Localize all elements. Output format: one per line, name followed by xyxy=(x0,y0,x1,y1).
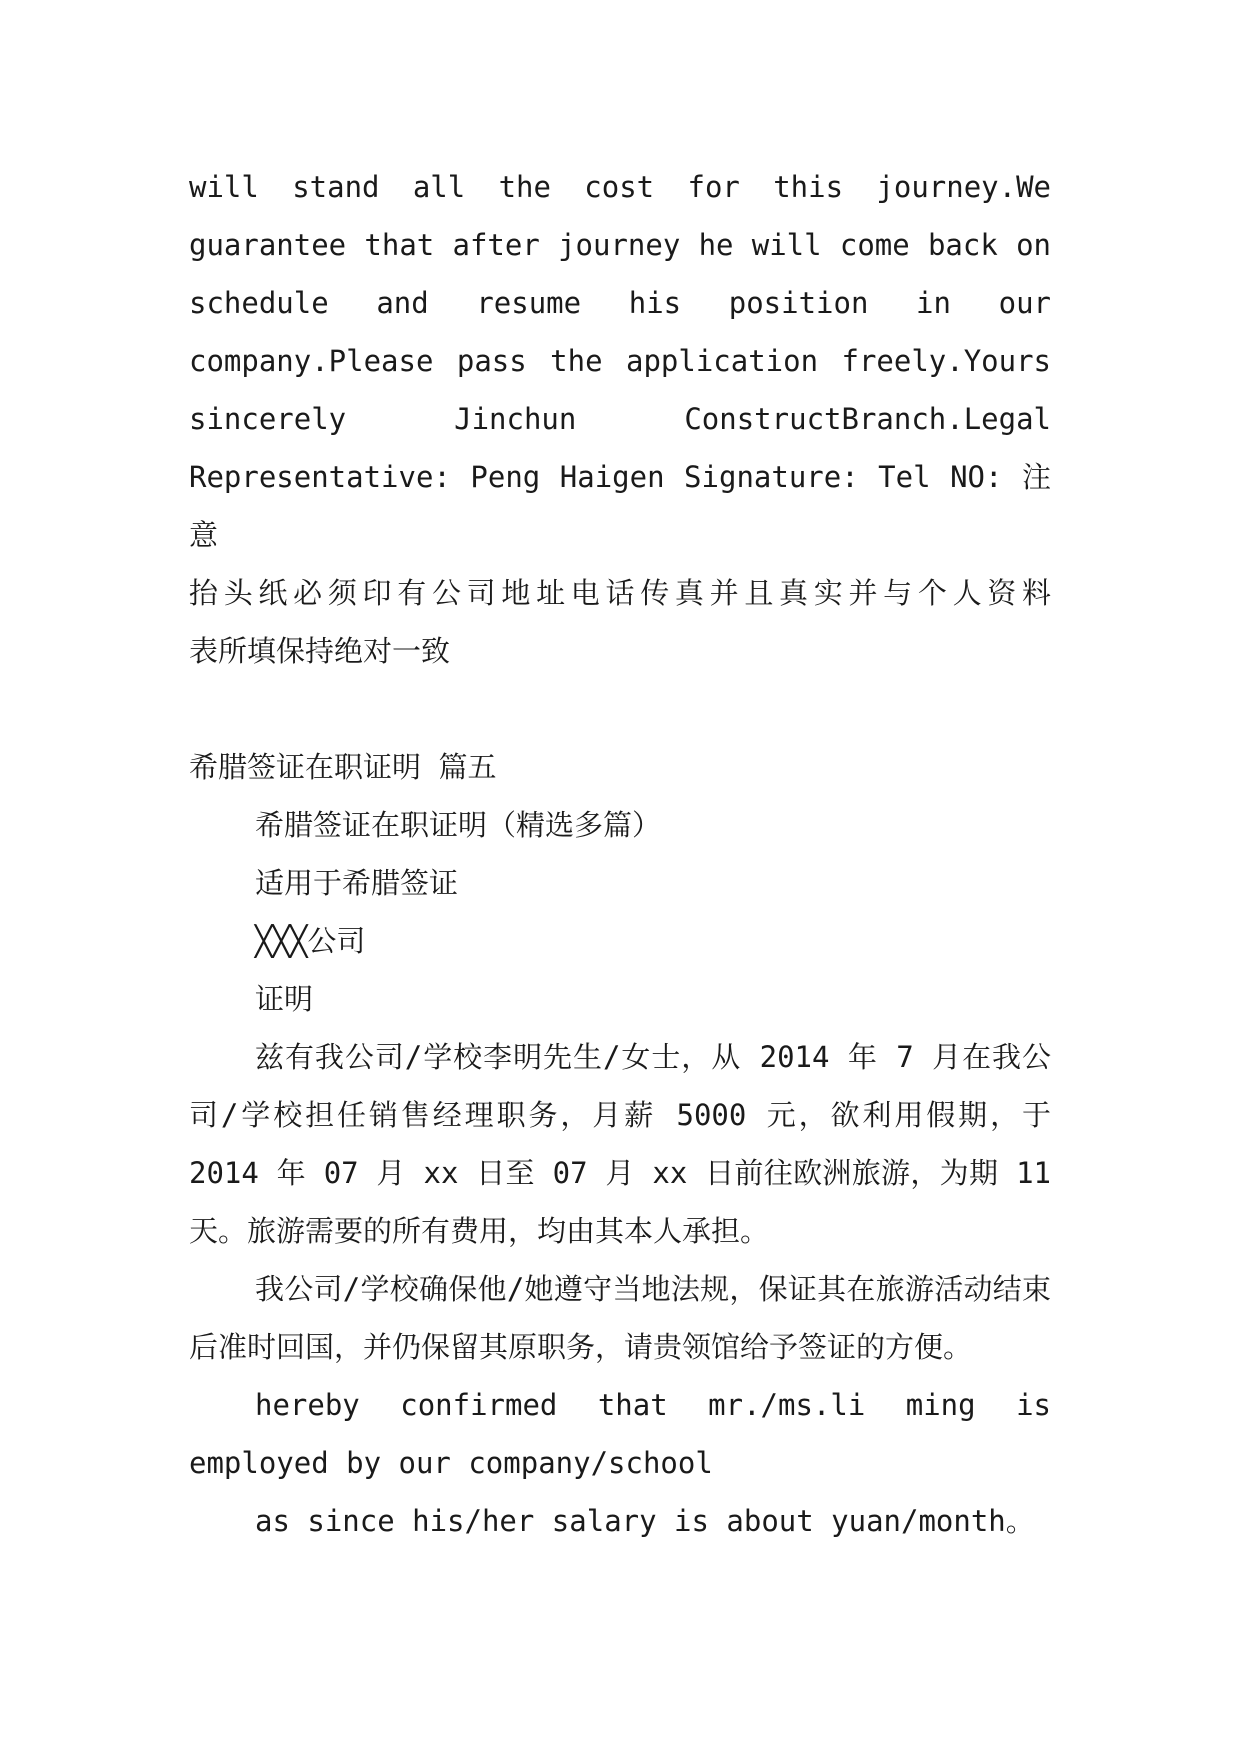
letter-line: guarantee that after journey he will come back on xyxy=(189,228,1051,262)
english-line-2: employed by our company/school xyxy=(189,1446,713,1480)
applies-to-line: 适用于希腊签证 xyxy=(255,866,459,900)
letter-line: 抬头纸必须印有公司地址电话传真并且真实并与个人资料 xyxy=(189,576,1051,610)
letter-line: sincerely Jinchun ConstructBranch.Legal xyxy=(189,402,1051,436)
certificate-paragraph-1: 兹有我公司/学校李明先生/女士，从 2014 年 7 月在我公司/学校担任销售经理职务，月薪 5000 元，欲利用假期，于 2014 年 07 月 xx 日至 07 月 xx 日前往欧洲旅游，为期 11 天。旅游需要的所有费用，均由其本人承担。 xyxy=(189,1040,1051,1248)
certificate-paragraph-2: 我公司/学校确保他/她遵守当地法规，保证其在旅游活动结束后准时回国，并仍保留其原职务，请贵领馆给予签证的方便。 xyxy=(189,1272,1051,1364)
certificate-title: 证明 xyxy=(255,982,314,1016)
letter-line: schedule and resume his position in our xyxy=(189,286,1051,320)
section-heading: 希腊签证在职证明 篇五 xyxy=(189,750,497,784)
letter-line: will stand all the cost for this journey.We xyxy=(189,170,1051,204)
english-line-1: hereby confirmed that mr./ms.li ming is xyxy=(255,1388,1051,1422)
letter-line: company.Please pass the application freely.Yours xyxy=(189,344,1051,378)
company-name: ╳╳╳公司 xyxy=(255,924,366,958)
english-line-3: as since his/her salary is about yuan/month。 xyxy=(255,1504,1035,1538)
document-subtitle: 希腊签证在职证明（精选多篇） xyxy=(255,808,662,842)
section-gap xyxy=(189,680,1051,738)
letter-line: Representative: Peng Haigen Signature: Tel NO: 注意 xyxy=(189,460,1051,552)
document-page xyxy=(189,158,1051,1550)
letter-line: 表所填保持绝对一致 xyxy=(189,634,451,668)
